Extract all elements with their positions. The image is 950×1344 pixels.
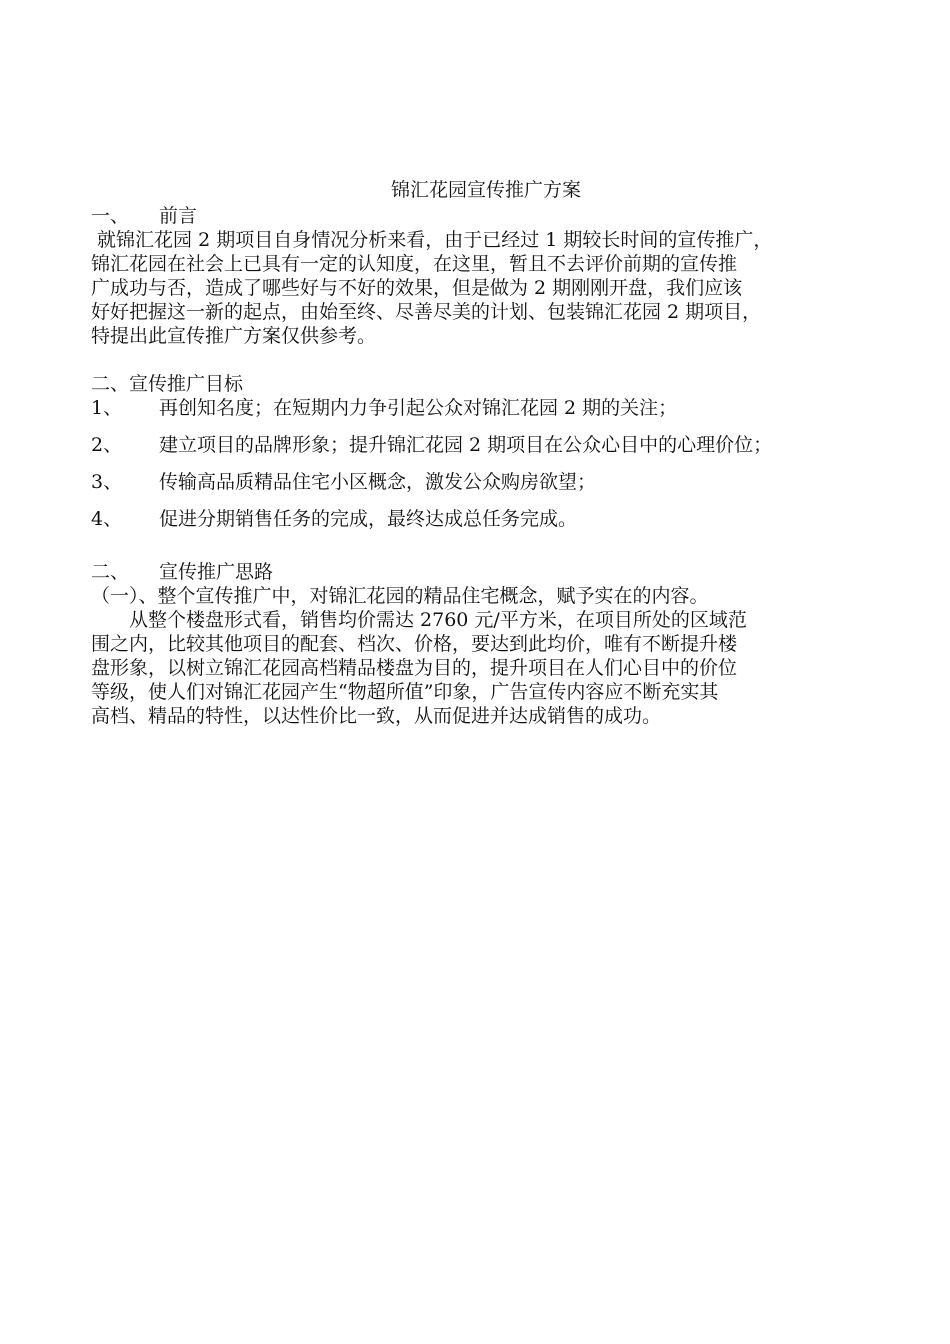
section-1-title: 前言 [159, 205, 198, 227]
paragraph-line: 广成功与否，造成了哪些好与不好的效果，但是做为 2 期刚刚开盘，我们应该 [91, 277, 743, 299]
document-title: 锦汇花园宣传推广方案 [390, 179, 581, 201]
section-1-heading [91, 204, 871, 228]
list-item-text: 传输高品质精品住宅小区概念，激发公众购房欲望； [159, 471, 597, 493]
list-item-text: 再创知名度；在短期内力争引起公众对锦汇花园 2 期的关注； [159, 397, 678, 419]
paragraph-line: 盘形象，以树立锦汇花园高档精品楼盘为目的，提升项目在人们心目中的价位 [91, 657, 738, 679]
spacer [91, 547, 871, 560]
section-1-paragraph [91, 228, 871, 348]
section-2-heading: 二、宣传推广目标 [91, 373, 244, 395]
spacer [91, 494, 871, 507]
spacer [91, 348, 871, 372]
list-item-text: 促进分期销售任务的完成，最终达成总任务完成。 [159, 508, 578, 530]
paragraph-line: 高档、精品的特性，以达性价比一致，从而促进并达成销售的成功。 [91, 705, 662, 727]
paragraph-line: 特提出此宣传推广方案仅供参考。 [91, 325, 377, 347]
list-item-number: 4、 [91, 508, 123, 530]
list-item [91, 433, 871, 457]
paragraph-line: 锦汇花园在社会上已具有一定的认知度，在这里，暂且不去评价前期的宣传推 [91, 253, 738, 275]
list-item-number: 1、 [91, 397, 123, 419]
list-item-text: 建立项目的品牌形象；提升锦汇花园 2 期项目在公众心目中的心理价位； [159, 434, 773, 456]
paragraph-line: 就锦汇花园 2 期项目自身情况分析来看，由于已经过 1 期较长时间的宣传推广， [91, 229, 773, 251]
list-item [91, 470, 871, 494]
document-body [91, 176, 871, 728]
goals-list [91, 396, 871, 531]
list-item-number: 2、 [91, 434, 123, 456]
section-3-paragraph [91, 608, 871, 728]
section-3-number: 二、 [91, 561, 130, 583]
spacer [91, 531, 871, 547]
list-item [91, 507, 871, 531]
paragraph-line: 等级，使人们对锦汇花园产生“物超所值”印象，广告宣传内容应不断充实其 [91, 681, 719, 703]
section-1-number: 一、 [91, 205, 130, 227]
list-item [91, 396, 871, 420]
spacer [91, 420, 871, 433]
paragraph-line: 围之内，比较其他项目的配套、档次、价格，要达到此均价，唯有不断提升楼 [91, 633, 738, 655]
paragraph-line: 从整个楼盘形式看，销售均价需达 2760 元/平方米，在项目所处的区域范 [91, 609, 747, 631]
section-3-title: 宣传推广思路 [159, 561, 274, 583]
section-3-subheading: （一）、整个宣传推广中，对锦汇花园的精品住宅概念，赋予实在的内容。 [91, 585, 709, 607]
paragraph-line: 好好把握这一新的起点，由始至终、尽善尽美的计划、包装锦汇花园 2 期项目， [91, 301, 762, 323]
spacer [91, 457, 871, 470]
list-item-number: 3、 [91, 471, 123, 493]
section-3-heading [91, 560, 871, 584]
